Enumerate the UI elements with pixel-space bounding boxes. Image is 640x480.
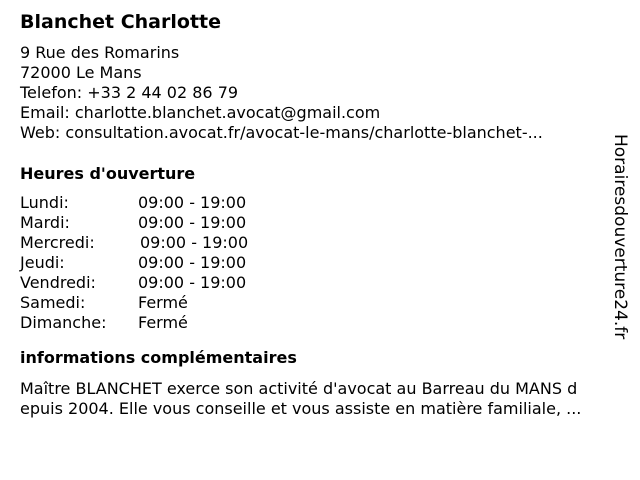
phone-label: Telefon: [20,83,83,102]
hours-time: Fermé [138,293,188,312]
phone-line [20,83,630,103]
hours-day: Lundi: [20,193,69,212]
email-label: Email: [20,103,70,122]
hours-title: Heures d'ouverture [20,164,196,183]
hours-day: Mardi: [20,213,70,232]
hours-day: Mercredi: [20,233,95,252]
business-name: Blanchet Charlotte [20,11,221,33]
hours-row-monday [20,193,630,213]
hours-time: Fermé [138,313,188,332]
hours-time: 09:00 - 19:00 [140,233,249,252]
hours-row-saturday [20,293,630,313]
email-address[interactable]: charlotte.blanchet.avocat@gmail.com [74,103,381,122]
hours-time: 09:00 - 19:00 [138,193,247,212]
address-line-2: 72000 Le Mans [20,63,142,82]
address-line-1: 9 Rue des Romarins [20,43,180,62]
hours-day: Vendredi: [20,273,96,292]
hours-day: Jeudi: [20,253,65,272]
web-label: Web: [20,123,61,142]
hours-time: 09:00 - 19:00 [138,253,247,272]
web-url[interactable]: consultation.avocat.fr/avocat-le-mans/charlotte-blanchet-... [65,123,543,142]
hours-row-thursday [20,253,630,273]
description-line-2: epuis 2004. Elle vous conseille et vous assiste en matière familiale, ... [20,399,582,418]
description-line-1: Maître BLANCHET exerce son activité d'avocat au Barreau du MANS d [20,379,578,398]
hours-time: 09:00 - 19:00 [138,273,247,292]
hours-row-sunday [20,313,630,333]
hours-time: 09:00 - 19:00 [138,213,247,232]
web-line [20,123,630,143]
hours-day: Dimanche: [20,313,107,332]
hours-row-tuesday [20,213,630,233]
phone-number[interactable]: +33 2 44 02 86 79 [87,83,239,102]
hours-row-friday [20,273,630,293]
email-line [20,103,630,123]
brand-watermark: Horairesdouverture24.fr [610,134,630,340]
business-card [20,9,630,419]
hours-day: Samedi: [20,293,86,312]
extra-info-title: informations complémentaires [20,348,297,367]
hours-row-wednesday [20,233,630,253]
